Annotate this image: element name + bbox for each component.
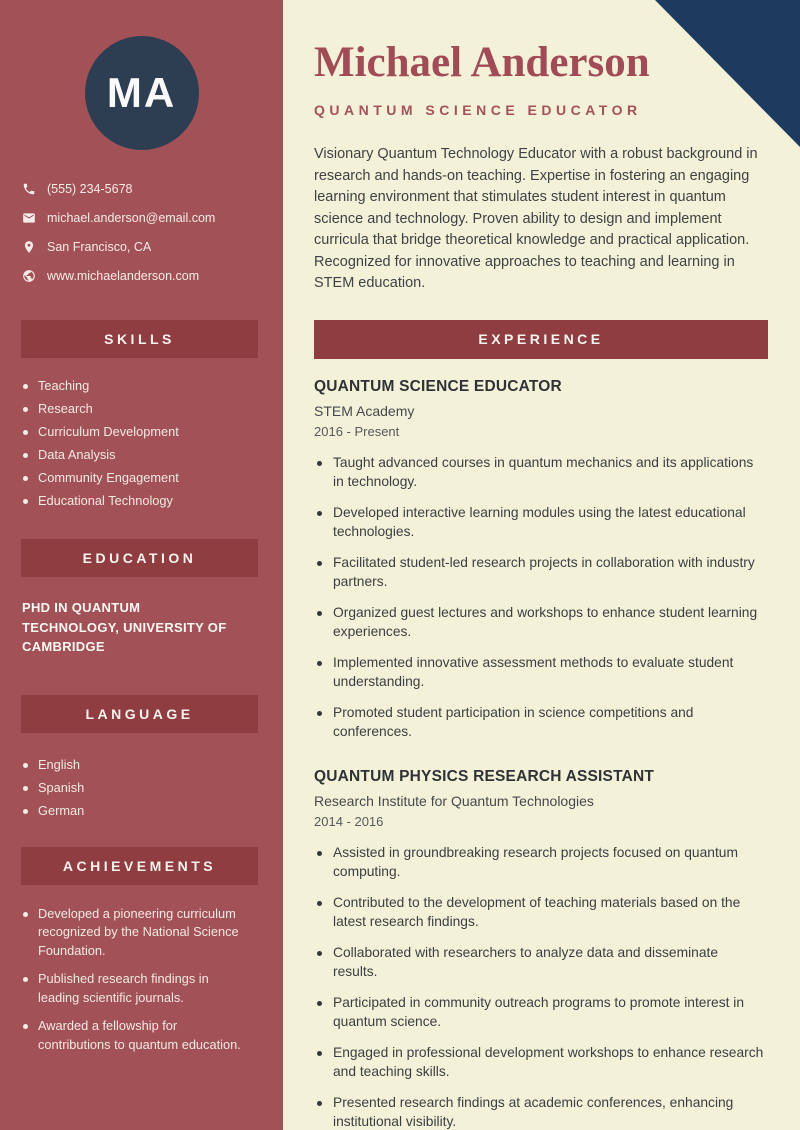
achievements-header <box>21 847 258 885</box>
skills-list <box>22 378 252 509</box>
job-bullet: Implemented innovative assessment methods to evaluate student understanding. <box>314 653 764 692</box>
contact-location[interactable] <box>22 238 283 255</box>
skill-item: Educational Technology <box>22 493 252 509</box>
job-bullet: Developed interactive learning modules using the latest educational technologies. <box>314 503 764 542</box>
job-bullet-list <box>314 843 768 1130</box>
job-bullet: Engaged in professional development workshops to enhance research and teaching skills. <box>314 1043 764 1082</box>
skill-item: Teaching <box>22 378 252 394</box>
language-header-label: LANGUAGE <box>85 705 194 722</box>
avatar-wrap <box>0 36 283 150</box>
email-icon <box>22 211 36 225</box>
contact-section <box>22 180 283 284</box>
language-item: German <box>22 803 252 819</box>
achievements-list <box>22 905 252 1055</box>
job-bullet: Contributed to the development of teaching materials based on the latest research findings. <box>314 893 764 932</box>
skill-item: Research <box>22 401 252 417</box>
phone-icon <box>22 182 36 196</box>
achievement-item: Developed a pioneering curriculum recognized by the National Science Foundation. <box>22 905 252 961</box>
language-list <box>22 757 252 819</box>
summary-paragraph: Visionary Quantum Technology Educator with a robust background in research and hands-on teaching. Expertise in fostering an engaging learning environment that stimulates student interest in quantum science and technology. Proven ability to design and implement curricula that bridge theoretical knowledge and practical application. Recognized for innovative approaches to teaching and learning in STEM education. <box>314 146 758 291</box>
job-company: Research Institute for Quantum Technologies <box>314 792 594 809</box>
job-bullet: Assisted in groundbreaking research projects focused on quantum computing. <box>314 843 764 882</box>
experience-banner-label: EXPERIENCE <box>478 331 604 347</box>
contact-phone-text: (555) 234-5678 <box>47 181 133 196</box>
language-item: Spanish <box>22 780 252 796</box>
education-header-label: EDUCATION <box>82 550 197 566</box>
job-bullet: Collaborated with researchers to analyze data and disseminate results. <box>314 943 764 982</box>
main-content <box>283 0 800 1130</box>
language-item: English <box>22 757 252 773</box>
job-bullet: Taught advanced courses in quantum mechanics and its applications in technology. <box>314 453 764 492</box>
skills-header <box>21 320 258 358</box>
job-title: QUANTUM PHYSICS RESEARCH ASSISTANT <box>314 767 655 785</box>
job-bullet: Organized guest lectures and workshops to enhance student learning experiences. <box>314 603 764 642</box>
job-dates: 2016 - Present <box>314 423 400 439</box>
avatar-initials: MA <box>106 69 177 116</box>
sidebar <box>0 0 283 1130</box>
experience-section-banner <box>314 320 768 359</box>
skill-item: Community Engagement <box>22 470 252 486</box>
skill-item: Curriculum Development <box>22 424 252 440</box>
job-bullet: Participated in community outreach programs to promote interest in quantum science. <box>314 993 764 1032</box>
achievement-item: Published research findings in leading scientific journals. <box>22 970 252 1007</box>
language-header <box>21 695 258 733</box>
job-company: STEM Academy <box>314 402 415 419</box>
contact-email-text: michael.anderson@email.com <box>47 210 216 225</box>
job-entry <box>314 768 768 1130</box>
globe-icon <box>22 269 36 283</box>
education-degree: PHD IN QUANTUM TECHNOLOGY, UNIVERSITY OF CAMBRIDGE <box>22 600 227 654</box>
contact-email[interactable] <box>22 209 283 226</box>
location-pin-icon <box>22 240 36 254</box>
avatar <box>85 36 199 150</box>
job-bullet-list <box>314 453 768 742</box>
achievements-header-label: ACHIEVEMENTS <box>62 857 217 874</box>
job-dates: 2014 - 2016 <box>314 813 384 829</box>
job-entry <box>314 378 768 742</box>
contact-website[interactable] <box>22 267 283 284</box>
skill-item: Data Analysis <box>22 447 252 463</box>
job-bullet: Promoted student participation in science competitions and conferences. <box>314 703 764 742</box>
job-bullet: Facilitated student-led research projects in collaboration with industry partners. <box>314 553 764 592</box>
achievement-item: Awarded a fellowship for contributions to quantum education. <box>22 1017 252 1054</box>
resume-subtitle: QUANTUM SCIENCE EDUCATOR <box>314 102 642 118</box>
page-title: Michael Anderson <box>314 39 650 86</box>
contact-website-text: www.michaelanderson.com <box>47 268 200 283</box>
skills-header-label: SKILLS <box>104 331 175 347</box>
job-title: QUANTUM SCIENCE EDUCATOR <box>314 377 562 395</box>
job-bullet: Presented research findings at academic conferences, enhancing institutional visibility. <box>314 1093 764 1130</box>
contact-phone[interactable] <box>22 180 283 197</box>
education-header <box>21 539 258 577</box>
contact-location-text: San Francisco, CA <box>47 239 152 254</box>
